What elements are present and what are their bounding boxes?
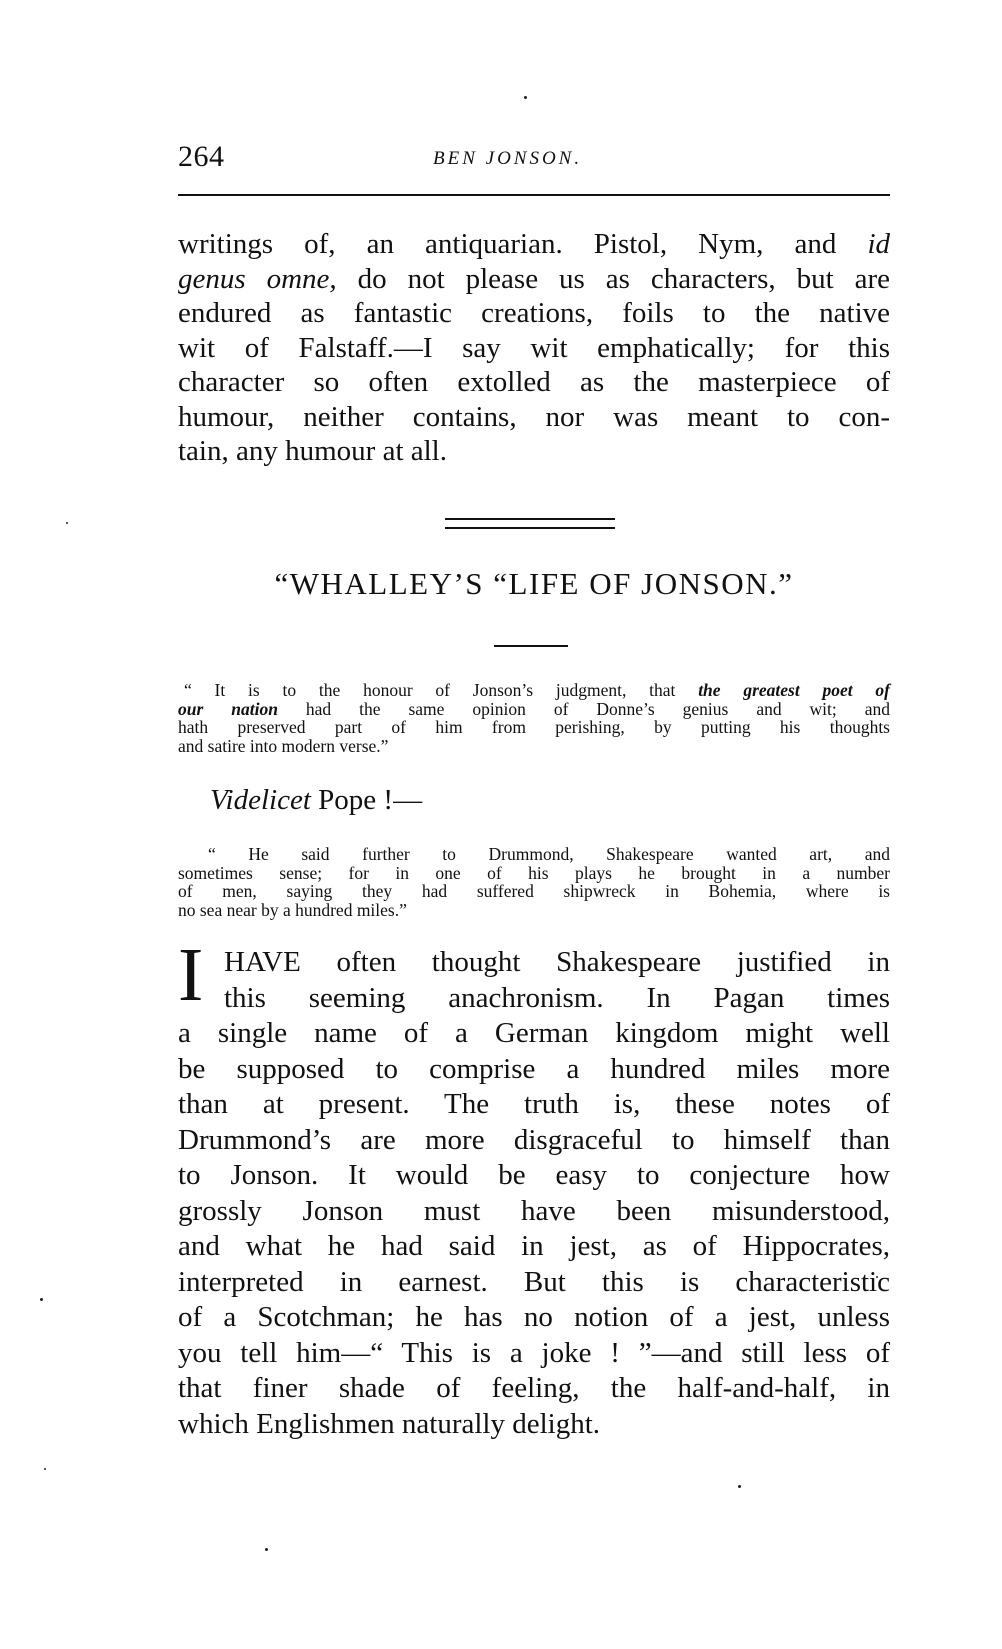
scan-speck bbox=[40, 1298, 43, 1301]
title-rule bbox=[494, 645, 568, 647]
page-number: 264 bbox=[178, 140, 225, 173]
text-line: genus omne, do not please us as characters, but are bbox=[178, 262, 890, 295]
drummond-quote bbox=[178, 845, 890, 919]
text-line: this seeming anachronism. In Pagan times bbox=[224, 981, 890, 1014]
text-line: be supposed to comprise a hundred miles more bbox=[178, 1052, 890, 1085]
text-line: which Englishmen naturally delight. bbox=[178, 1407, 601, 1440]
text-line: of a Scotchman; he has no notion of a jest, unless bbox=[178, 1301, 890, 1333]
section-title: “WHALLEY’S “LIFE OF JONSON.” bbox=[274, 566, 794, 601]
text-line: tain, any humour at all. bbox=[178, 435, 447, 467]
text-line: wit of Falstaff.—I say wit emphatically; for this bbox=[178, 331, 890, 364]
drop-cap: I bbox=[178, 933, 204, 1017]
text-line: character so often extolled as the masterpiece of bbox=[178, 366, 890, 398]
scan-speck bbox=[738, 1485, 741, 1488]
main-paragraph bbox=[178, 945, 890, 1442]
quote-line: “ He said further to Drummond, Shakespeare wanted art, and bbox=[208, 844, 890, 864]
scan-speck bbox=[524, 96, 527, 99]
text-line: writings of, an antiquarian. Pistol, Nym, and id bbox=[178, 228, 890, 260]
page-header bbox=[178, 140, 898, 184]
quote-line: hath preserved part of him from perishing, by putting his thoughts bbox=[178, 717, 890, 737]
text-line: to Jonson. It would be easy to conjecture how bbox=[178, 1159, 890, 1191]
scan-speck bbox=[265, 1548, 268, 1551]
quote-line: “ It is to the honour of Jonson’s judgment, that the greatest poet of bbox=[184, 680, 891, 700]
text-line: HAVE often thought Shakespeare justified in bbox=[224, 946, 890, 978]
header-rule bbox=[178, 194, 890, 196]
text-line: than at present. The truth is, these notes of bbox=[178, 1088, 890, 1120]
text-line: you tell him—“ This is a joke ! ”—and still less of bbox=[178, 1336, 890, 1369]
text-line: humour, neither contains, nor was meant to con- bbox=[178, 400, 890, 433]
scan-speck bbox=[66, 522, 68, 524]
quote-line: sometimes sense; for in one of his plays he brought in a number bbox=[178, 862, 890, 883]
text-line: and what he had said in jest, as of Hippocrates, bbox=[178, 1230, 890, 1262]
quote-line: of men, saying they had suffered shipwreck in Bohemia, where is bbox=[178, 881, 890, 901]
text-line: endured as fantastic creations, foils to the native bbox=[178, 297, 890, 329]
running-head: BEN JONSON. bbox=[433, 148, 583, 169]
opening-paragraph bbox=[178, 227, 890, 469]
videlicet-line: Videlicet Pope !— bbox=[210, 784, 423, 816]
text-line: a single name of a German kingdom might well bbox=[178, 1017, 890, 1049]
quote-line: and satire into modern verse.” bbox=[178, 735, 389, 756]
scan-speck bbox=[44, 1468, 46, 1470]
epigraph-quote bbox=[178, 681, 890, 755]
text-line: Drummond’s are more disgraceful to himself than bbox=[178, 1123, 890, 1156]
text-line: that finer shade of feeling, the half-and-half, in bbox=[178, 1372, 890, 1404]
quote-line: our nation had the same opinion of Donne’s genius and wit; and bbox=[178, 698, 891, 719]
text-line: grossly Jonson must have been misunderstood, bbox=[178, 1194, 890, 1227]
quote-line: no sea near by a hundred miles.” bbox=[178, 899, 407, 920]
text-line: interpreted in earnest. But this is characteristic bbox=[178, 1265, 890, 1298]
section-divider bbox=[445, 518, 615, 529]
